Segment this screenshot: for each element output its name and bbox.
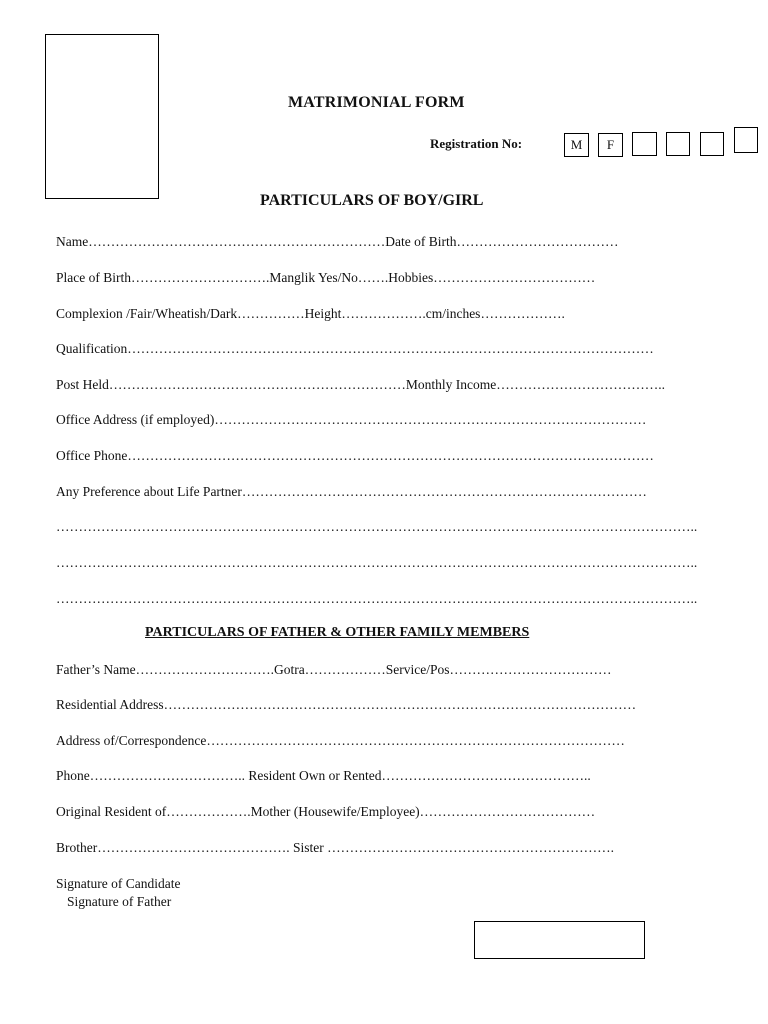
field-line-father-name[interactable]: Father’s Name………………………….Gotra………………Service/Pos……………………………… bbox=[56, 662, 612, 677]
field-line-brother-sister[interactable]: Brother……………………………………. Sister ………………………………………………………. bbox=[56, 840, 614, 855]
registration-box-4[interactable] bbox=[666, 132, 690, 156]
field-line-qualification[interactable]: Qualification……………………………………………………………………………………………………… bbox=[56, 341, 654, 356]
signature-box[interactable] bbox=[474, 921, 645, 959]
field-line-blank-2[interactable]: …………………………………………………………………………………………………………………………….. bbox=[56, 555, 698, 570]
registration-label: Registration No: bbox=[430, 136, 523, 151]
field-line-office-phone[interactable]: Office Phone……………………………………………………………………………………………………… bbox=[56, 448, 654, 463]
registration-box-2[interactable]: F bbox=[598, 133, 623, 157]
registration-box-1[interactable]: M bbox=[564, 133, 589, 157]
field-line-correspondence-address[interactable]: Address of/Correspondence………………………………………………………………………………… bbox=[56, 733, 625, 748]
photo-box bbox=[45, 34, 159, 199]
field-line-post-income[interactable]: Post Held…………………………………………………………Monthly Income……………………………….. bbox=[56, 377, 665, 392]
field-line-name-dob[interactable]: Name…………………………………………………………Date of Birth……………………………… bbox=[56, 234, 619, 249]
signature-candidate-label: Signature of Candidate bbox=[56, 876, 181, 891]
registration-box-6[interactable] bbox=[734, 127, 758, 153]
registration-box-5[interactable] bbox=[700, 132, 724, 156]
registration-box-3[interactable] bbox=[632, 132, 657, 156]
page-title: MATRIMONIAL FORM bbox=[288, 94, 465, 111]
field-line-office-address[interactable]: Office Address (if employed)…………………………………………………………………………………… bbox=[56, 412, 647, 427]
field-line-blank-1[interactable]: …………………………………………………………………………………………………………………………….. bbox=[56, 519, 698, 534]
signature-father-label: Signature of Father bbox=[67, 894, 172, 909]
field-line-original-resident-mother[interactable]: Original Resident of……………….Mother (Housewife/Employee)………………………………… bbox=[56, 804, 596, 819]
field-line-blank-3[interactable]: …………………………………………………………………………………………………………………………….. bbox=[56, 591, 698, 606]
field-line-phone-residence[interactable]: Phone…………………………….. Resident Own or Rented……………………………………….. bbox=[56, 768, 591, 783]
section-title-boy-girl: PARTICULARS OF BOY/GIRL bbox=[260, 192, 484, 209]
field-line-complexion-height[interactable]: Complexion /Fair/Wheatish/Dark……………Height……………….cm/inches………………. bbox=[56, 306, 565, 321]
field-line-birthplace-manglik-hobbies[interactable]: Place of Birth………………………….Manglik Yes/No…….Hobbies……………………………… bbox=[56, 270, 596, 285]
field-line-partner-preference[interactable]: Any Preference about Life Partner……………………………………………………………………………… bbox=[56, 484, 647, 499]
field-line-residential-address[interactable]: Residential Address…………………………………………………………………………………………… bbox=[56, 697, 637, 712]
section-title-family: PARTICULARS OF FATHER & OTHER FAMILY MEMBERS bbox=[145, 625, 530, 640]
